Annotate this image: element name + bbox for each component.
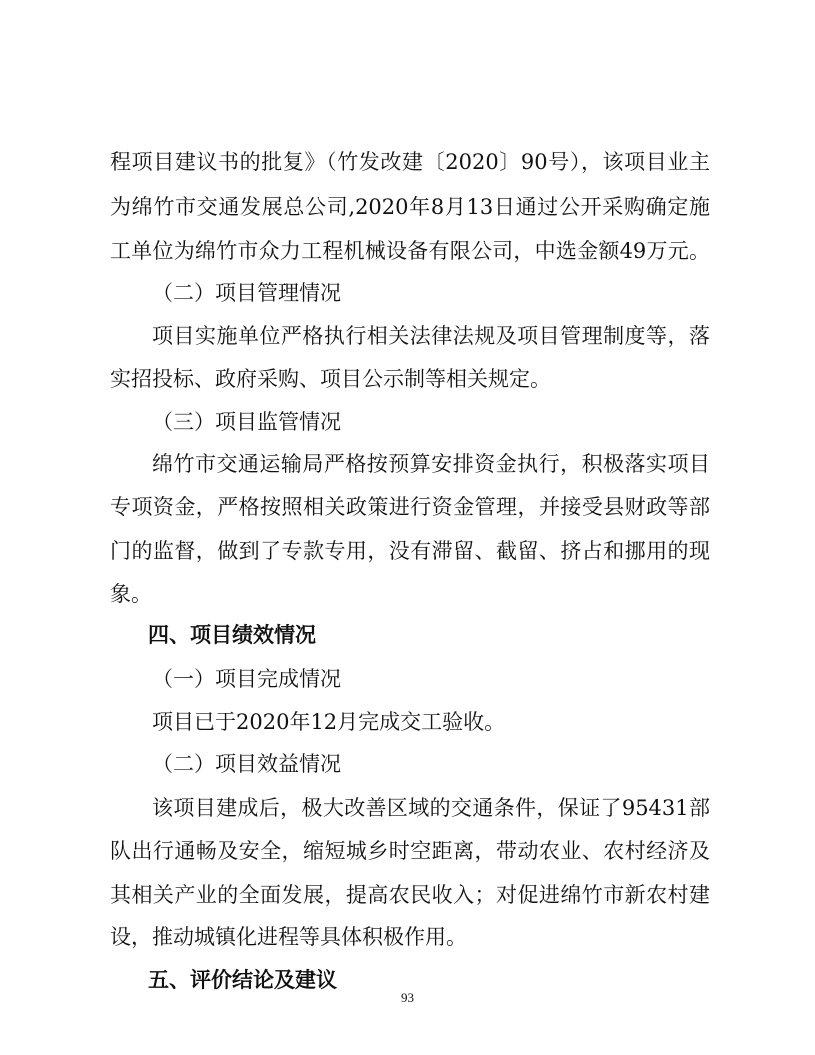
paragraph-line: 队出行通畅及安全，缩短城乡时空距离，带动农业、农村经济及 xyxy=(110,839,710,863)
section-heading: 四、项目绩效情况 xyxy=(148,623,316,647)
section-heading: 五、评价结论及建议 xyxy=(148,968,337,992)
section-subheading: （一）项目完成情况 xyxy=(152,667,341,691)
paragraph-line: 为绵竹市交通发展总公司,2020年8月13日通过公开采购确定施 xyxy=(110,195,710,219)
paragraph-line: 实招投标、政府采购、项目公示制等相关规定。 xyxy=(110,367,551,391)
paragraph-line: 其相关产业的全面发展，提高农民收入；对促进绵竹市新农村建 xyxy=(110,883,710,907)
paragraph-line: 工单位为绵竹市众力工程机械设备有限公司，中选金额49万元。 xyxy=(110,239,710,263)
page-number: 93 xyxy=(401,990,414,1005)
paragraph-line: 程项目建议书的批复》（竹发改建〔2020〕90号），该项目业主 xyxy=(110,150,710,174)
section-subheading: （三）项目监管情况 xyxy=(152,410,341,434)
section-subheading: （二）项目管理情况 xyxy=(152,281,341,305)
paragraph-line: 门的监督，做到了专款专用，没有滞留、截留、挤占和挪用的现 xyxy=(110,539,710,563)
paragraph-line: 专项资金，严格按照相关政策进行资金管理，并接受县财政等部 xyxy=(110,495,710,519)
paragraph-line: 项目已于2020年12月完成交工验收。 xyxy=(152,710,506,734)
paragraph-line: 象。 xyxy=(110,582,152,606)
section-subheading: （二）项目效益情况 xyxy=(152,752,341,776)
paragraph-line: 项目实施单位严格执行相关法律法规及项目管理制度等，落 xyxy=(152,324,710,348)
paragraph-line: 设，推动城镇化进程等具体积极作用。 xyxy=(110,925,467,949)
paragraph-line: 绵竹市交通运输局严格按预算安排资金执行，积极落实项目 xyxy=(152,452,710,476)
paragraph-line: 该项目建成后，极大改善区域的交通条件，保证了95431部 xyxy=(152,796,710,820)
